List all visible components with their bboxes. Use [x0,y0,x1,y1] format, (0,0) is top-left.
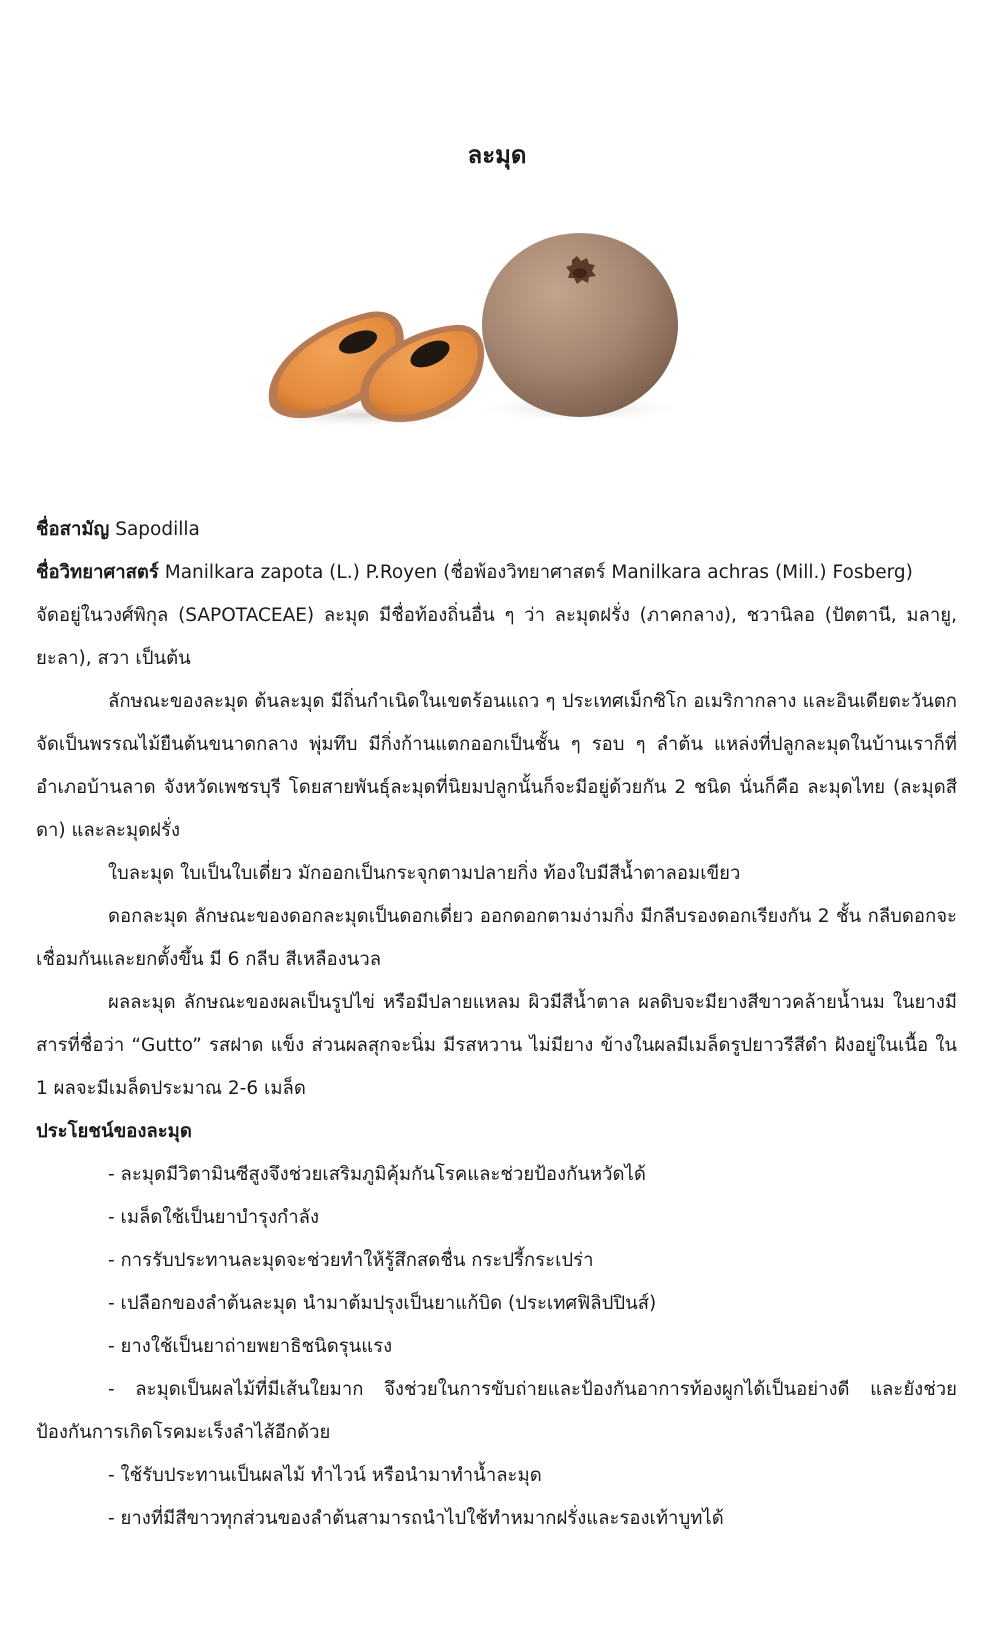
benefit-item: - ยางใช้เป็นยาถ่ายพยาธิชนิดรุนแรง [108,1336,393,1357]
benefit-item: - เมล็ดใช้เป็นยาบำรุงกำลัง [108,1207,320,1228]
fruit-description-paragraph: ผลละมุด ลักษณะของผลเป็นรูปไข่ หรือมีปลายแหลม ผิวมีสีน้ำตาล ผลดิบจะมียางสีขาวคล้ายน้ำนม ในยางมีสารที่ชื่อว่า “Gutto” รสฝาด แข็ง ส่วนผลสุกจะนิ่ม มีรสหวาน ไม่มียาง ข้างในผลมีเมล็ดรูปยาวรีสีดำ ฝังอยู่ในเนื้อ ใน 1 ผลจะมีเมล็ดประมาณ 2-6 เมล็ด [36,992,957,1099]
benefit-item: - เปลือกของลำต้นละมุด นำมาต้มปรุงเป็นยาแก้บิด (ประเทศฟิลิปปินส์) [108,1293,657,1314]
common-name-value: Sapodilla [115,519,200,540]
common-name-line [36,508,957,551]
scientific-name-line [36,551,957,594]
whole-sapodilla [482,233,678,417]
benefit-item: - ละมุดเป็นผลไม้ที่มีเส้นใยมาก จึงช่วยในการขับถ่ายและป้องกันอาการท้องผูกได้เป็นอย่างดี และยังช่วยป้องกันการเกิดโรคมะเร็งลำไส้อีกด้วย [36,1379,957,1443]
document-title: ละมุด [467,141,527,169]
sapodilla-fruit-illustration [250,230,730,500]
document-body [36,508,957,1540]
leaf-description-paragraph: ใบละมุด ใบเป็นใบเดี่ยว มักออกเป็นกระจุกตามปลายกิ่ง ท้องใบมีสีน้ำตาลอมเขียว [108,863,741,884]
scientific-name-value: Manilkara zapota (L.) P.Royen (ชื่อพ้องวิทยาศาสตร์ Manilkara achras (Mill.) Fosberg) [164,562,913,583]
benefit-item: - ละมุดมีวิตามินซีสูงจึงช่วยเสริมภูมิคุ้มกันโรคและช่วยป้องกันหวัดได้ [108,1164,646,1185]
common-name-label: ชื่อสามัญ [36,519,110,540]
benefit-item: - การรับประทานละมุดจะช่วยทำให้รู้สึกสดชื่น กระปรี้กระเปร่า [108,1250,594,1271]
benefits-heading: ประโยชน์ของละมุด [36,1121,192,1142]
scientific-name-label: ชื่อวิทยาศาสตร์ [36,562,159,583]
flower-description-paragraph: ดอกละมุด ลักษณะของดอกละมุดเป็นดอกเดี่ยว ออกดอกตามง่ามกิ่ง มีกลีบรองดอกเรียงกัน 2 ชั้น กลีบดอกจะเชื่อมกันและยกตั้งขึ้น มี 6 กลีบ สีเหลืองนวล [36,906,957,970]
family-paragraph: จัดอยู่ในวงศ์พิกุล (SAPOTACEAE) ละมุด มีชื่อท้องถิ่นอื่น ๆ ว่า ละมุดฝรั่ง (ภาคกลาง), ชวานิลอ (ปัตตานี, มลายู, ยะลา), สวา เป็นต้น [36,605,957,669]
benefit-item: - ยางที่มีสีขาวทุกส่วนของลำต้นสามารถนำไปใช้ทำหมากฝรั่งและรองเท้าบูทได้ [108,1508,724,1529]
benefit-item: - ใช้รับประทานเป็นผลไม้ ทำไวน์ หรือนำมาทำน้ำละมุด [108,1465,542,1486]
plant-description-paragraph: ลักษณะของละมุด ต้นละมุด มีถิ่นกำเนิดในเขตร้อนแถว ๆ ประเทศเม็กซิโก อเมริกากลาง และอินเดียตะวันตก จัดเป็นพรรณไม้ยืนต้นขนาดกลาง พุ่มทึบ มีกิ่งก้านแตกออกเป็นชั้น ๆ รอบ ๆ ลำต้น แหล่งที่ปลูกละมุดในบ้านเราก็ที่อำเภอบ้านลาด จังหวัดเพชรบุรี โดยสายพันธุ์ละมุดที่นิยมปลูกนั้นก็จะมีอยู่ด้วยกัน 2 ชนิด นั่นก็คือ ละมุดไทย (ละมุดสีดา) และละมุดฝรั่ง [36,691,957,841]
